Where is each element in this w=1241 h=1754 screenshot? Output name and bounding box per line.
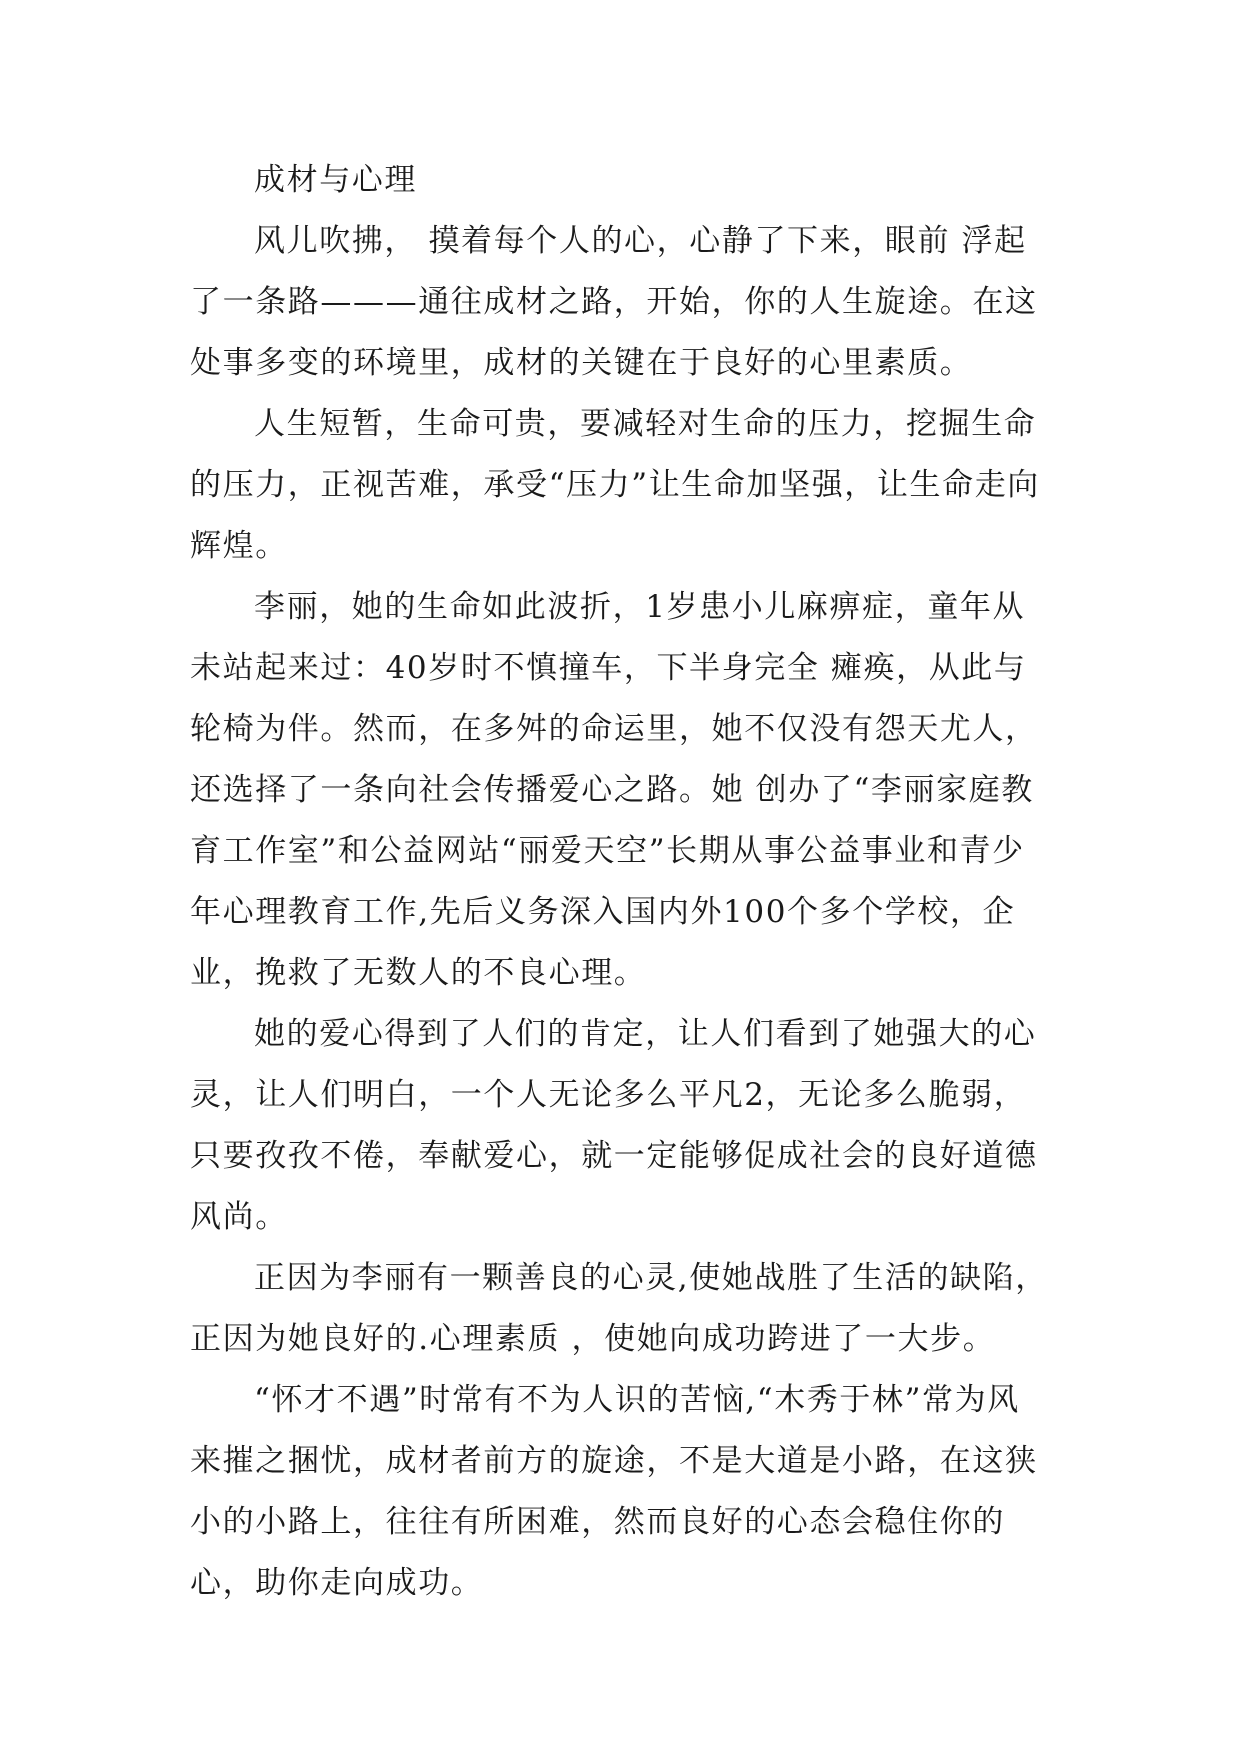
document-title: 成材与心理 [254, 162, 417, 198]
paragraph: 风儿吹拂， 摸着每个人的心，心静了下来，眼前 浮起了一条路———通往成材之路，开始，你的人生旋途。在这处事多变的环境里，成材的关键在于良好的心里素质。 [190, 223, 1038, 381]
paragraph: 正因为李丽有一颗善良的心灵,使她战胜了生活的缺陷，正因为她良好的.心理素质 ，使她向成功跨进了一大步。 [190, 1260, 1048, 1357]
paragraph: 她的爱心得到了人们的肯定，让人们看到了她强大的心灵，让人们明白，一个人无论多么平凡2，无论多么脆弱，只要孜孜不倦，奉献爱心，就一定能够促成社会的良好道德风尚。 [190, 1016, 1038, 1235]
paragraph: 人生短暂，生命可贵，要减轻对生命的压力，挖掘生命的压力，正视苦难，承受“压力”让生命加坚强，让生命走向辉煌。 [190, 406, 1040, 564]
paragraph: 李丽，她的生命如此波折，1岁患小儿麻痹症，童年从未站起来过：40岁时不慎撞车，下半身完全 瘫痪，从此与轮椅为伴。然而，在多舛的命运里，她不仅没有怨天尤人，还选择了一条向社会传播爱心之路。她 创办了“李丽家庭教育工作室”和公益网站“丽爱天空”长期从事公益事业和青少年心理教育工作,先后义务深入国内外100个多个学校，企业，挽救了无数人的不良心理。 [190, 589, 1038, 991]
document-body [190, 150, 1050, 1614]
paragraph: “怀才不遇”时常有不为人识的苦恼,“木秀于林”常为风来摧之捆忧，成材者前方的旋途，不是大道是小路，在这狭小的小路上，往往有所困难，然而良好的心态会稳住你的心，助你走向成功。 [190, 1382, 1038, 1601]
